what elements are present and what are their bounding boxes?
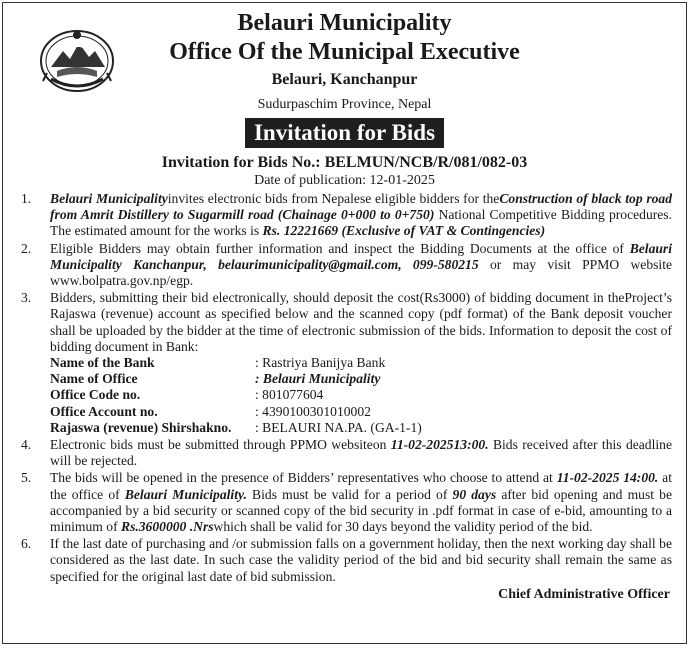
item-text: invites electronic bids from Nepalese eligible bidders for the	[167, 191, 500, 206]
item-text: National Competitive Bidding procedures. The estimated amount for the works is	[50, 207, 672, 239]
bank-label: Name of the Bank	[50, 355, 155, 371]
list-item-4	[17, 437, 672, 469]
bank-value: : 801077604	[255, 387, 324, 403]
nepal-government-emblem-icon	[37, 23, 117, 95]
bank-value: : BELAURI NA.PA. (GA-1-1)	[255, 419, 422, 435]
org-name: Belauri Municipality	[237, 10, 452, 36]
province: Sudurpaschim Province, Nepal	[257, 97, 432, 112]
item-text: Bids received after this deadline will be rejected.	[50, 437, 672, 469]
bank-value: : 4390100301010002	[255, 403, 371, 419]
item-text: which shall be valid for 30 days beyond the validity period of the bid.	[213, 519, 593, 535]
item-text: Belauri Municipality.	[124, 486, 247, 502]
opening-date: 11-02-2025 14:00.	[556, 470, 659, 486]
item-text: after bid opening and must be accompanied by a bid security or scanned copy of the bid security in .pdf format in case of e-bid, amounting to a minimum of	[50, 486, 672, 535]
bank-value: : Rastriya Banijya Bank	[255, 355, 386, 371]
item-text: The bids will be opened in the presence of Bidders’ representatives who choose to attend at	[50, 470, 557, 486]
item-text: If the last date of purchasing and /or submission falls on a government holiday, then the next working day shall be considered as the last date. In such case the validity period of the bid and bid security shall remain the same as specified for the original last date of bid submission.	[50, 536, 672, 584]
list-item-5	[17, 470, 672, 535]
notice-page	[2, 2, 687, 644]
item-number: 2.	[21, 240, 32, 256]
notice-list	[17, 191, 672, 585]
contact-info: Belauri Municipality Kanchanpur, belaurimunicipality@gmail.com, 099-580215	[50, 240, 672, 272]
item-text: Electronic bids must be submitted through PPMO websiteon	[50, 437, 391, 453]
bank-row	[50, 404, 672, 420]
bid-security-amount: Rs.3600000 .Nrs	[121, 519, 214, 535]
list-item-1	[17, 191, 672, 240]
bank-details	[50, 355, 672, 436]
banner-wrap	[17, 118, 672, 148]
item-text: Construction of black top road from Amrit Distillery to Sugarmill road (Chainage 0+000 to 0+750)	[50, 191, 673, 223]
item-number: 4.	[21, 437, 32, 453]
item-number: 5.	[21, 470, 32, 486]
bank-row	[50, 420, 672, 436]
list-item-3	[17, 290, 672, 436]
bank-row	[50, 387, 672, 403]
item-text: Belauri Municipality	[50, 191, 168, 206]
item-text: Bidders, submitting their bid electronically, should deposit the cost(Rs3000) of bidding document in theProject’s Rajaswa (revenue) account as specified below and the scanned copy (pdf format) of the Bank deposit voucher shall be uploaded by the bidder at the time of electronic submission of the bids. Information to deposit the cost of bidding document in Bank:	[50, 290, 672, 354]
list-item-2	[17, 241, 672, 290]
estimated-amount: Rs. 12221669 (Exclusive of VAT & Contingencies)	[262, 223, 546, 239]
submission-deadline: 11-02-202513:00.	[390, 437, 489, 453]
office-name: Office Of the Municipal Executive	[169, 39, 520, 65]
bank-value: : Belauri Municipality	[255, 371, 381, 387]
item-number: 3.	[21, 290, 32, 306]
signature: Chief Administrative Officer	[498, 586, 670, 602]
item-text: or may visit PPMO website www.bolpatra.gov.np/egp.	[50, 256, 673, 289]
list-item-6	[17, 536, 672, 585]
page-title: Invitation for Bids	[245, 118, 444, 148]
bank-label: Office Code no.	[50, 387, 141, 403]
bank-label: Office Account no.	[50, 403, 158, 419]
item-number: 1.	[21, 191, 32, 206]
address: Belauri, Kanchanpur	[271, 71, 418, 88]
bank-row	[50, 355, 672, 371]
validity-period: 90 days	[452, 486, 497, 502]
item-text: Bids must be valid for a period of	[246, 486, 453, 502]
bid-number: Invitation for Bids No.: BELMUN/NCB/R/081/082-03	[161, 154, 528, 171]
item-text: Eligible Bidders may obtain further information and inspect the Bidding Documents at the office of	[50, 240, 630, 256]
bank-label: Name of Office	[50, 371, 138, 387]
publication-date: Date of publication: 12-01-2025	[254, 173, 435, 188]
item-number: 6.	[21, 536, 32, 552]
item-text: at the office of	[50, 470, 672, 502]
bank-row	[50, 371, 672, 387]
bank-label: Rajaswa (revenue) Shirshakno.	[50, 419, 232, 435]
